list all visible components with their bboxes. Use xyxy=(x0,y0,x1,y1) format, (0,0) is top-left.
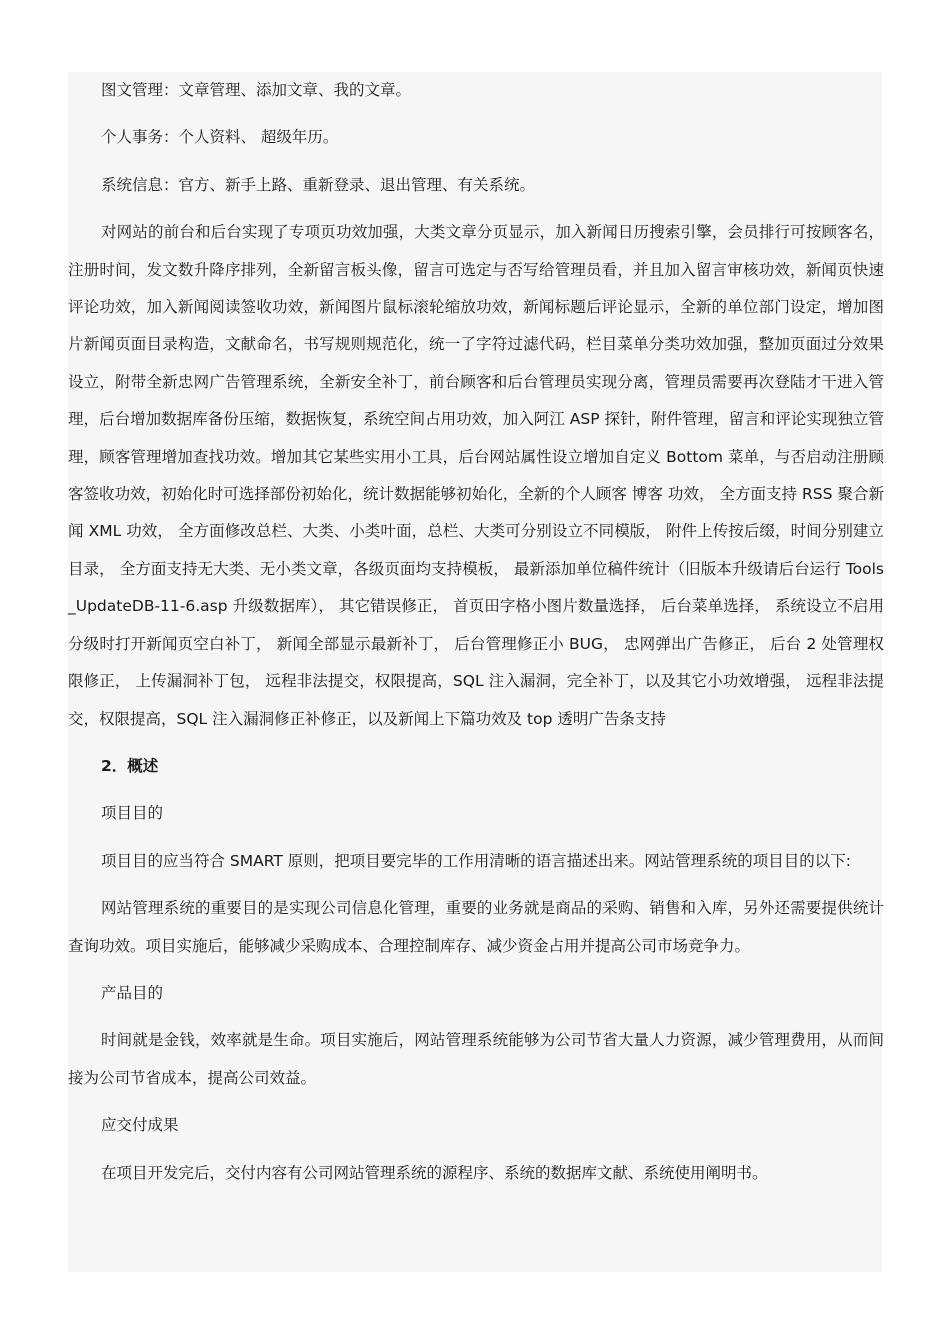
subheading-product-goal: 产品目的 xyxy=(101,983,164,1002)
document-body xyxy=(68,72,884,1192)
paragraph-personal-affairs: 个人事务：个人资料、 超级年历。 xyxy=(101,128,339,147)
paragraph-smart-principle: 项目目的应当符合 SMART 原则，把项目要完毕的工作用清晰的语言描述出来。网站管理系统的项目目的以下: xyxy=(101,851,852,870)
section-heading-overview: 2．概述 xyxy=(101,756,159,775)
subheading-project-goal: 项目目的 xyxy=(101,804,164,823)
paragraph-deliverables: 在项目开发完后，交付内容有公司网站管理系统的源程序、系统的数据库文献、系统使用阐明书。 xyxy=(101,1163,768,1182)
subheading-deliverables: 应交付成果 xyxy=(101,1116,179,1135)
paragraph-feature-list: 对网站的前台和后台实现了专项页功效加强，大类文章分页显示，加入新闻日历搜索引擎，会员排行可按顾客名，注册时间，发文数升降序排列，全新留言板头像，留言可选定与否写给管理员看，并且加入留言审核功效，新闻页快速评论功效，加入新闻阅读签收功效，新闻图片鼠标滚轮缩放功效，新闻标题后评论显示，全新的单位部门设定，增加图片新闻页面目录构造，文献命名，书写规则规范化，统一了字符过滤代码，栏目菜单分类功效加强，整加页面过分效果设立，附带全新忠网广告管理系统，全新安全补丁，前台顾客和后台管理员实现分离，管理员需要再次登陆才干进入管理，后台增加数据库备份压缩，数据恢复，系统空间占用功效，加入阿江 ASP 探针，附件管理，留言和评论实现独立管理，顾客管理增加查找功效。增加其它某些实用小工具，后台网站属性设立增加自定义 Bottom 菜单，与否启动注册顾客签收功效，初始化时可选择部份初始化，统计数据能够初始化，全新的个人顾客 博客 功效， 全方面支持 RSS 聚合新闻 XML 功效， 全方面修改总栏、大类、小类叶面，总栏、大类可分别设立不同模版， 附件上传按后缀，时间分别建立目录， 全方面支持无大类、无小类文章，各级页面均支持模板， 最新添加单位稿件统计（旧版本升级请后台运行 Tools_UpdateDB-11-6.asp 升级数据库）， 其它错误修正， 首页田字格小图片数量选择， 后台菜单选择， 系统设立不启用分级时打开新闻页空白补丁， 新闻全部显示最新补丁， 后台管理修正小 BUG， 忠网弹出广告修正， 后台 2 处管理权限修正， 上传漏洞补丁包， 远程非法提交，权限提高，SQL 注入漏洞，完全补丁，以及其它小功效增强， 远程非法提交，权限提高，SQL 注入漏洞修正补修正，以及新闻上下篇功效及 top 透明广告条支持 xyxy=(68,223,884,728)
paragraph-time-is-money: 时间就是金钱，效率就是生命。项目实施后，网站管理系统能够为公司节省大量人力资源，减少管理费用，从而间接为公司节省成本，提高公司效益。 xyxy=(68,1031,884,1087)
paragraph-system-info: 系统信息：官方、新手上路、重新登录、退出管理、有关系统。 xyxy=(101,175,536,194)
paragraph-system-purpose: 网站管理系统的重要目的是实现公司信息化管理，重要的业务就是商品的采购、销售和入库，另外还需要提供统计查询功效。项目实施后，能够减少采购成本、合理控制库存、减少资金占用并提高公司市场竞争力。 xyxy=(68,899,884,955)
paragraph-graphics-management: 图文管理：文章管理、添加文章、我的文章。 xyxy=(101,81,412,99)
